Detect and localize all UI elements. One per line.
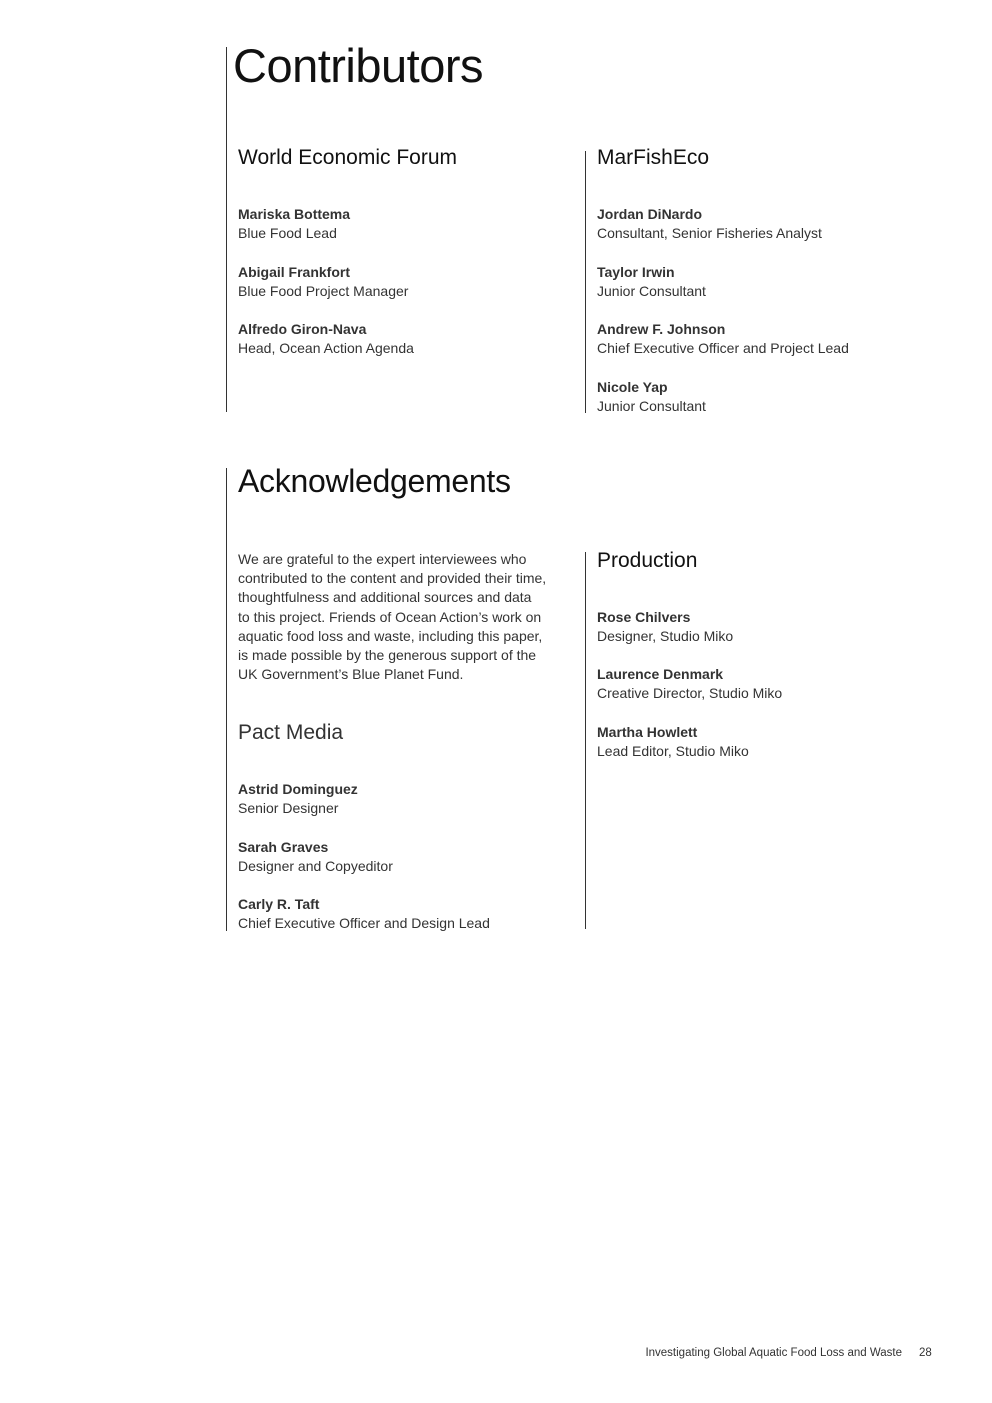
person-name: Astrid Dominguez bbox=[238, 781, 358, 797]
person-role: Head, Ocean Action Agenda bbox=[238, 340, 414, 356]
acknowledgements-column-divider bbox=[585, 552, 586, 929]
paragraph-line: We are grateful to the expert interviewees who bbox=[238, 551, 527, 567]
marfisheco-group-title: MarFishEco bbox=[597, 146, 710, 169]
person-role: Junior Consultant bbox=[597, 398, 706, 414]
footer-document-title: Investigating Global Aquatic Food Loss and Waste bbox=[645, 1347, 902, 1359]
paragraph-line: to this project. Friends of Ocean Action’s work on bbox=[238, 608, 542, 625]
person-name: Taylor Irwin bbox=[597, 264, 675, 280]
page-number: 28 bbox=[919, 1347, 932, 1359]
production-person-1 bbox=[597, 608, 733, 646]
pact-media-group-title: Pact Media bbox=[238, 721, 344, 744]
contributors-column-divider bbox=[585, 151, 586, 413]
pact-media-person-1 bbox=[238, 780, 358, 818]
person-role: Blue Food Lead bbox=[238, 225, 337, 241]
paragraph-line: contributed to the content and provided their time, bbox=[238, 570, 547, 587]
person-name: Rose Chilvers bbox=[597, 609, 691, 625]
person-role: Designer and Copyeditor bbox=[238, 858, 393, 874]
person-role: Designer, Studio Miko bbox=[597, 628, 734, 644]
production-person-2 bbox=[597, 665, 782, 703]
marfisheco-person-2 bbox=[597, 263, 706, 301]
paragraph-line: aquatic food loss and waste, including this paper, bbox=[238, 627, 543, 644]
person-name: Jordan DiNardo bbox=[597, 206, 703, 222]
person-role: Chief Executive Officer and Design Lead bbox=[238, 915, 490, 931]
acknowledgements-paragraph bbox=[238, 550, 546, 684]
person-role: Blue Food Project Manager bbox=[238, 283, 409, 299]
marfisheco-person-1 bbox=[597, 205, 822, 243]
person-name: Alfredo Giron-Nava bbox=[238, 321, 367, 337]
person-name: Nicole Yap bbox=[597, 379, 668, 395]
marfisheco-person-4 bbox=[597, 378, 706, 416]
contributors-heading: Contributors bbox=[233, 39, 483, 92]
person-name: Martha Howlett bbox=[597, 724, 698, 740]
person-role: Chief Executive Officer and Project Lead bbox=[597, 340, 849, 356]
paragraph-line: thoughtfulness and additional sources and data bbox=[238, 589, 532, 606]
wef-person-3 bbox=[238, 320, 414, 358]
wef-person-2 bbox=[238, 263, 408, 301]
person-role: Consultant, Senior Fisheries Analyst bbox=[597, 225, 822, 241]
pact-media-person-2 bbox=[238, 838, 393, 876]
person-name: Laurence Denmark bbox=[597, 666, 724, 682]
acknowledgements-heading: Acknowledgements bbox=[238, 463, 511, 499]
person-name: Mariska Bottema bbox=[238, 206, 351, 222]
wef-group-title: World Economic Forum bbox=[238, 146, 458, 169]
marfisheco-person-3 bbox=[597, 320, 849, 358]
person-role: Lead Editor, Studio Miko bbox=[597, 743, 749, 759]
person-role: Senior Designer bbox=[238, 800, 339, 816]
paragraph-line: UK Government’s Blue Planet Fund. bbox=[238, 666, 464, 683]
pact-media-person-3 bbox=[238, 895, 490, 933]
person-name: Sarah Graves bbox=[238, 839, 329, 855]
acknowledgements-left-rule bbox=[226, 468, 227, 931]
person-name: Andrew F. Johnson bbox=[597, 321, 726, 337]
person-name: Abigail Frankfort bbox=[238, 264, 351, 280]
person-role: Creative Director, Studio Miko bbox=[597, 685, 783, 701]
paragraph-line: is made possible by the generous support of the bbox=[238, 647, 537, 664]
person-name: Carly R. Taft bbox=[238, 896, 320, 912]
person-role: Junior Consultant bbox=[597, 283, 706, 299]
contributors-left-rule bbox=[226, 47, 227, 412]
wef-person-1 bbox=[238, 205, 350, 243]
production-person-3 bbox=[597, 723, 749, 761]
production-group-title: Production bbox=[597, 549, 698, 572]
